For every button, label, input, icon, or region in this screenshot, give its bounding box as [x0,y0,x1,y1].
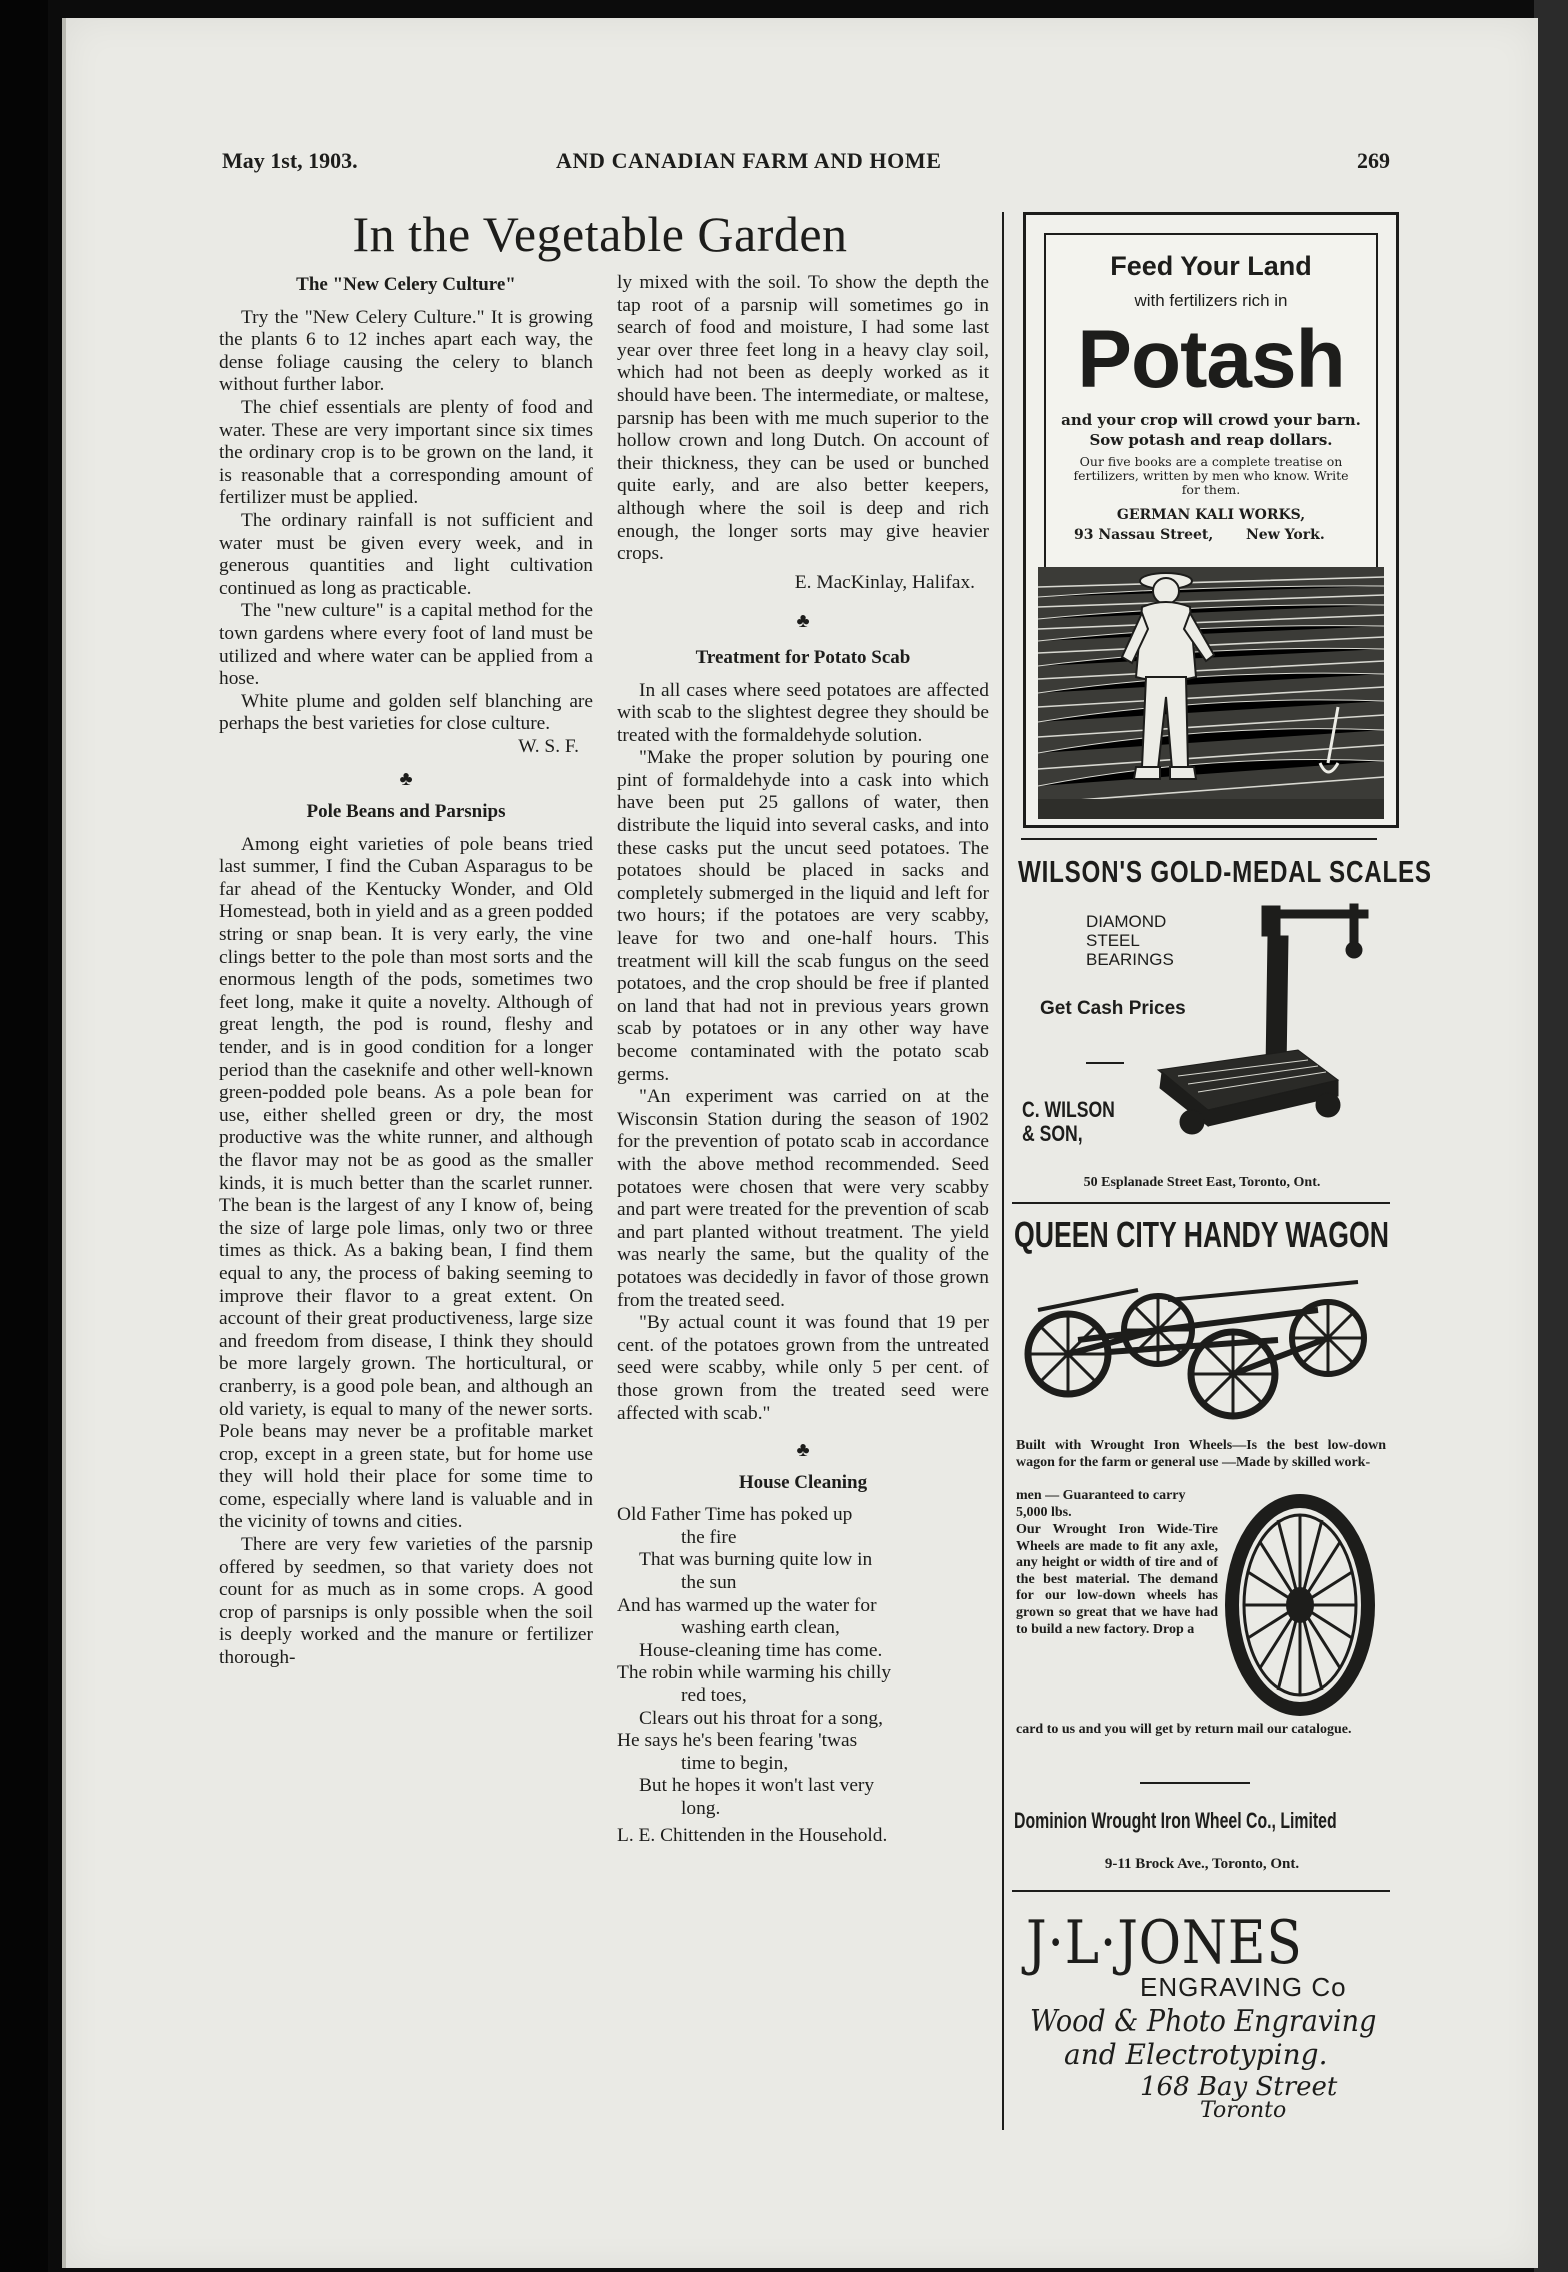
column-2 [617,272,989,1847]
fleuron-icon: ♣ [796,1439,810,1462]
wide-tire-wheel-illustration [1222,1492,1378,1718]
celery-paragraph: The chief essentials are plenty of food and water. These are very important since six times the ordinary crop is to be grown on the land, it is reasonable that a corresponding amount of fertilizer must be applied. [219,396,593,509]
poem-line: long. [681,1798,721,1819]
poem-line: red toes, [681,1685,747,1707]
celery-paragraph: White plume and golden self blanching are perhaps the best varieties for close culture. [219,690,593,735]
jones-engraving-co: ENGRAVING Co [1140,1972,1347,2002]
poem-line: He says he's been fearing 'twas [617,1730,858,1752]
wagon-divider [1140,1782,1250,1784]
header-journal: AND CANADIAN FARM AND HOME [556,148,942,173]
scab-paragraph: "An experiment was carried on at the Wisconsin Station during the season of 1902 for the prevention of potato scab in accordance with the above method recommended. Seed potatoes were chosen that were very scabby and part were treated for the prevention of scab and part planted without treatment. The yield was nearly the same, but the quality of the potatoes was decidedly in favor of those grown from the treated seed. [617,1086,989,1311]
celery-paragraph: The ordinary rainfall is not sufficient and water must be given every week, and in generous quantities and light cultivation continued as long as practicable. [219,509,593,599]
scales-feature: BEARINGS [1086,950,1174,969]
poem-line: House-cleaning time has come. [639,1639,883,1661]
page-title: In the Vegetable Garden [352,206,848,262]
poem [617,1504,989,1820]
beans-heading: Pole Beans and Parsnips [306,801,506,823]
handy-wagon-illustration [1018,1270,1388,1440]
jones-services: and Electrotyping. [1064,2038,1328,2071]
house-heading: House Cleaning [738,1471,868,1493]
poem-line: Old Father Time has poked up [617,1504,853,1526]
poem-line: The robin while warming his chilly [617,1662,892,1684]
poem-line: the fire [681,1526,737,1548]
potash-address: 93 Nassau Street, [1074,527,1214,543]
poem-line: washing earth clean, [681,1617,840,1639]
parsnip-signature: E. MacKinlay, Halifax. [794,571,975,593]
poem-line: time to begin, [681,1752,789,1774]
scales-cash-prices: Get Cash Prices [1040,998,1186,1019]
jones-city: Toronto [1200,2098,1287,2123]
column-1 [219,268,593,1670]
scales-feature: STEEL [1086,931,1140,950]
beans-paragraph: Among eight varieties of pole beans tried last summer, I find the Cuban Asparagus to be far ahead of the Kentucky Wonder, and Old Homestead, both in yield and as a green podded string or snap bean. It is very early, the vine clings better to the pole than most sorts and the enormous length of the pods, sometimes two feet long, make it quite a novelty. Although of great length, the pod is round, fleshy and tender, and is in good condition for a longer period than the caseknife and other well-known green-podded pole beans. As a pole bean for use, either shelled green or dry, the most productive was the white runner, and although the flavor may not be as good as the smaller kinds, it is much better than the scarlet runner. The bean is the largest of any I know of, being the size of large pole limas, only two or three times as thick. As a baking bean, I find them equal to any, the process of baking seeming to improve their flavor to a great extent. On account of their great productiveness, large size and freedom from disease, I think they should be more largely grown. The horticultural, or cranberry, is a good pole bean, and although an old variety, is equal to many of the newer sorts. Pole beans may never be a profitable market crop, except in a green state, but for home use they will hold their place for some time to come, especially where land is valuable and in the vicinity of towns and cities. [219,833,593,1533]
beans-paragraph: There are very few varieties of the parsnip offered by seedmen, so that variety does not count for as much as in some crops. A good crop of parsnips is only possible when the soil is deeply worked and the manure or fertilizer thorough- [219,1534,593,1669]
scales-firm [1022,1098,1115,1146]
jones-services: Wood & Photo Engraving [1030,2004,1377,2039]
scales-address: 50 Esplanade Street East, Toronto, Ont. [1083,1175,1321,1190]
wagon-title: QUEEN CITY HANDY WAGON [1014,1214,1389,1255]
scales-firm-name: & SON, [1022,1121,1083,1146]
farmer-sowing-illustration [1038,567,1384,819]
fleuron-icon: ♣ [796,610,810,633]
poem-signature: L. E. Chittenden in the Household. [617,1824,888,1846]
scab-heading: Treatment for Potato Scab [695,646,911,668]
poem-line: Clears out his throat for a song, [639,1707,883,1729]
celery-paragraph: The "new culture" is a capital method for the town gardens where every foot of land must be utilized and where water can be applied from a hose. [219,600,593,690]
potash-line: Sow potash and reap dollars. [1089,431,1333,449]
header-page-number: 269 [1357,148,1390,173]
scan-left-edge [0,0,48,2272]
celery-signature: W. S. F. [518,735,579,757]
ad-divider [1012,1890,1390,1892]
ad-divider [1012,1202,1390,1204]
wagon-catalogue-text: card to us and you will get by return mail our catalogue. [1016,1722,1352,1737]
poem-line: That was burning quite low in [639,1549,873,1571]
potash-company: GERMAN KALI WORKS, [1116,507,1306,523]
celery-heading: The "New Celery Culture" [296,274,516,295]
scales-title: WILSON'S GOLD-MEDAL SCALES [1018,854,1432,889]
potash-advertisement [1023,212,1399,828]
potash-big-word: Potash [1077,314,1345,405]
potash-subline: with fertilizers rich in [1134,291,1288,310]
jones-address: 168 Bay Street [1140,2072,1338,2102]
parsnip-continued: ly mixed with the soil. To show the depth the tap root of a parsnip will sometimes go in search of food and moisture, I had some last year over three feet long in a heavy clay soil, which had not been as deeply worked as it should have been. The intermediate, or maltese, parsnip has been with me much superior to the hollow crown and long Dutch. On account of their thickness, they can be used or bunched quite early, and are also better keepers, although where the soil is deep and rich enough, the longer sorts may give heavier crops. [617,272,989,565]
wagon-company: Dominion Wrought Iron Wheel Co., Limited [1014,1808,1337,1833]
poem-line: But he hopes it won't last very [639,1775,875,1797]
potash-city: New York. [1246,527,1325,543]
fleuron-icon: ♣ [399,768,413,791]
wagon-wheels-text: Our Wrought Iron Wide-Tire Wheels are made to fit any axle, any height or width of tire and of the best material. The demand for our low-down wheels has grown so great that we have had to build a new factory. Drop a [1016,1522,1218,1637]
scales-firm-name: C. WILSON [1022,1097,1115,1122]
scab-paragraph: "By actual count it was found that 19 per cent. of the potatoes grown from the untreated seed were scabby, while only 5 per cent. of those grown from the treated seed were affected with scab." [617,1312,989,1424]
scab-paragraph: "Make the proper solution by pouring one pint of formaldehyde into a cask into which have been put 25 gallons of water, then distribute the liquid into several casks, and into these casks put the uncut seed potatoes. The potatoes should be placed in sacks and completely submerged in the liquid and left for two hours; if the potatoes are very scabby, leave for two and one-half hours. This treatment will kill the scab fungus on the seed potatoes, and the crop should be free if planted on land that had not in previous years grown scab by potatoes or in any other way have become contaminated with the potato scab germs. [617,747,989,1085]
wagon-guarantee: men — Guaranteed to carry 5,000 lbs. [1016,1488,1186,1520]
header-date: May 1st, 1903. [222,148,358,173]
jones-name: J·L·JONES [1026,1908,1303,1978]
potash-small-print: Our five books are a complete treatise on fertilizers, written by men who know. Write for them. [1073,454,1349,497]
ad-divider [1021,838,1377,840]
potash-headline: Feed Your Land [1110,251,1312,281]
poem-line: the sun [681,1572,737,1594]
wagon-address: 9-11 Brock Ave., Toronto, Ont. [1104,1856,1300,1872]
celery-paragraph: Try the "New Celery Culture." It is growing the plants 6 to 12 inches apart each way, the dense foliage causing the celery to blanch without further labor. [219,306,593,396]
scab-paragraph: In all cases where seed potatoes are affected with scab to the slightest degree they should be treated with the formaldehyde solution. [617,679,989,746]
platform-scale-illustration [1138,900,1388,1165]
wagon-intro: Built with Wrought Iron Wheels—Is the best low-down wagon for the farm or general use —Made by skilled work- [1016,1438,1386,1470]
column-rule [1002,212,1004,2130]
scan-right-edge [1534,0,1568,2272]
scales-feature: DIAMOND [1086,912,1167,931]
scales-dash [1086,1062,1124,1064]
potash-line: and your crop will crowd your barn. [1061,411,1361,429]
poem-line: And has warmed up the water for [617,1594,877,1616]
